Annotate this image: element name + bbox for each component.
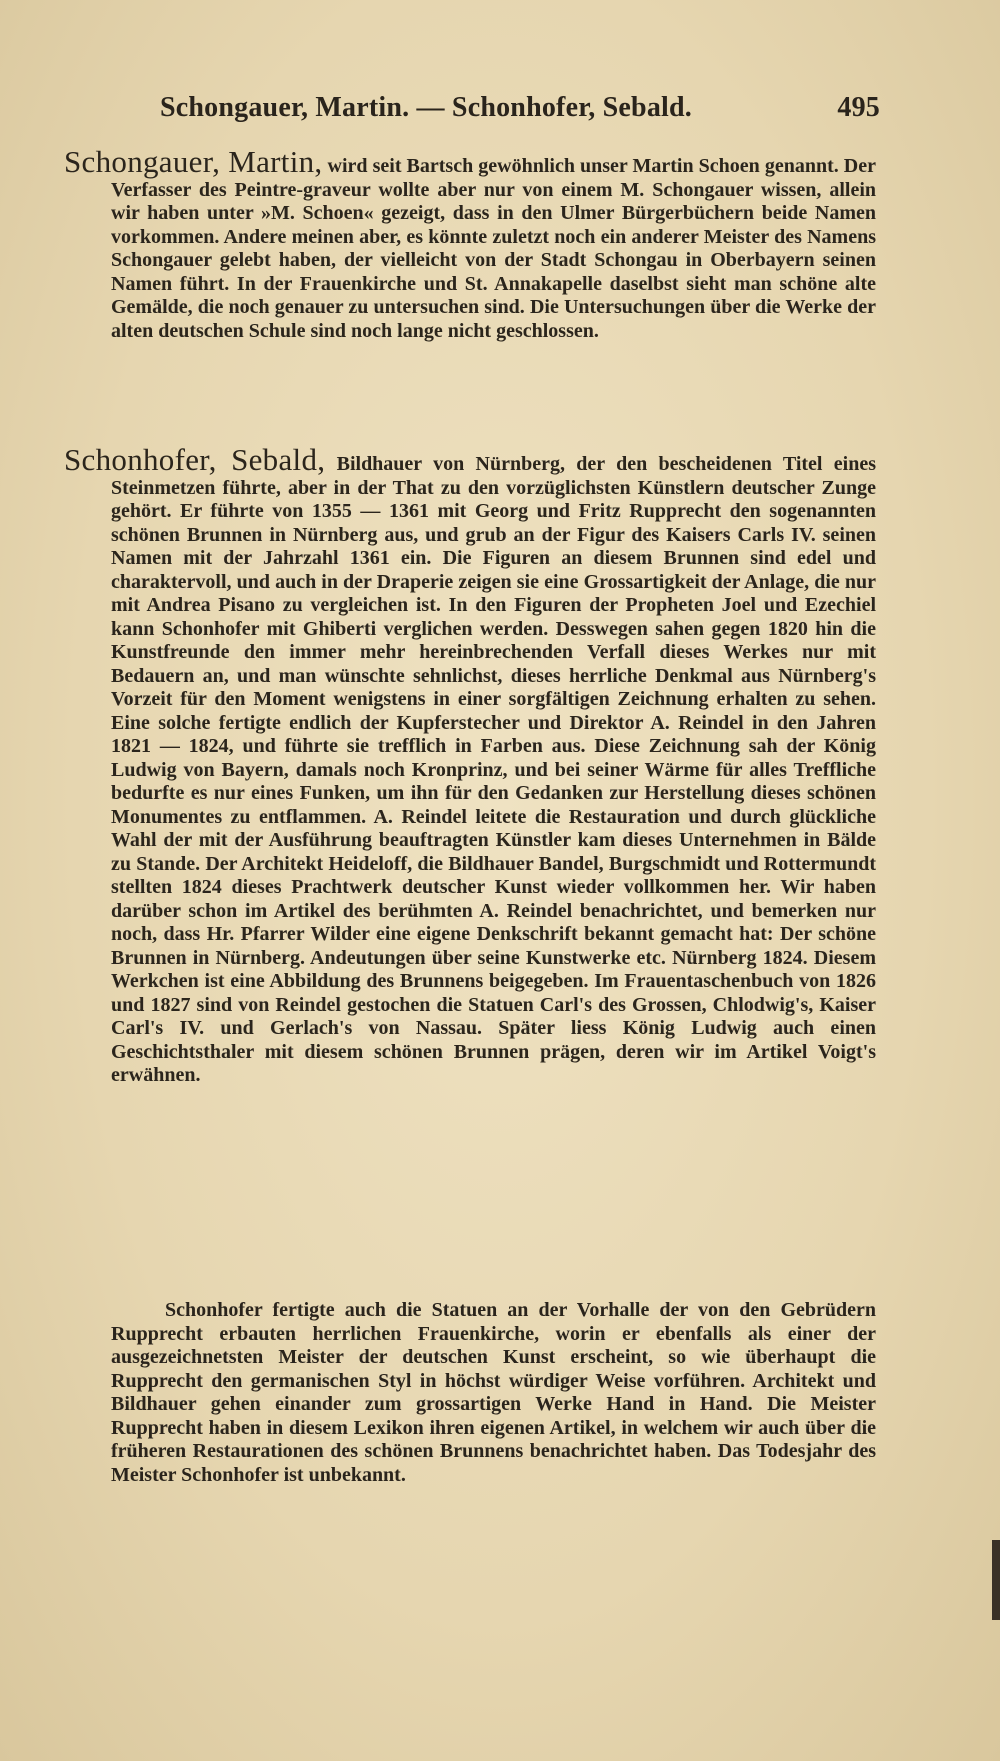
entry-headword: Schongauer, Martin, [64,144,323,179]
header-title: Schongauer, Martin. — Schonhofer, Sebald. [160,92,692,123]
page-edge-shadow [992,1540,1000,1620]
entry-paragraph [64,442,876,1088]
entry-continuation-paragraph: Schonhofer fertigte auch die Statuen an der Vorhalle der von den Gebrüdern Rupprecht erbauten herrlichen Frauenkirche, worin er ebenfalls als einer der ausgezeichnetsten Meister der deutschen Kunst erscheint, so wie überhaupt die Rupprecht den germanischen Styl in höchst würdiger Weise vorführen. Architekt und Bildhauer gehen einander zum grossartigen Werke Hand in Hand. Die Meister Rupprecht haben in diesem Lexikon ihren eigenen Artikel, in welchem wir auch über die früheren Restaurationen des schönen Brunnens benachrichtet haben. Das Todesjahr des Meister Schonhofer ist unbekannt. [111,1299,876,1486]
entry-text: wird seit Bartsch gewöhnlich unser Martin Schoen genannt. Der Verfasser des Peintre-graveur wollte aber nur von einem M. Schongauer wissen, allein wir haben unter »M. Schoen« gezeigt, dass in den Ulmer Bürgerbüchern beide Namen vorkommen. Andere meinen aber, es könnte zuletzt noch ein anderer Meister des Namens Schongauer gelebt haben, der vielleicht von der Stadt Schongau in Oberbayern seinen Namen führt. In der Frauenkirche und St. Annakapelle daselbst sieht man schöne alte Gemälde, die noch genauer zu untersuchen sind. Die Untersuchungen über die Werke der alten deutschen Schule sind noch lange nicht geschlossen. [111,155,876,342]
entry-headword: Schonhofer, Sebald, [64,442,326,477]
entry-text: Bildhauer von Nürnberg, der den bescheidenen Titel eines Steinmetzen führte, aber in der That zu den vorzüglichsten Künstlern deutscher Zunge gehört. Er führte von 1355 — 1361 mit Georg und Fritz Rupprecht den sogenannten schönen Brunnen in Nürnberg aus, und grub an der Figur des Kaisers Carls IV. seinen Namen mit der Jahrzahl 1361 ein. Die Figuren an diesem Brunnen sind edel und charaktervoll, und auch in der Draperie zeigen sie eine Grossartigkeit der Anlage, die nur mit Andrea Pisano zu vergleichen ist. In den Figuren der Propheten Joel und Ezechiel kann Schonhofer mit Ghiberti verglichen werden. Desswegen sahen gegen 1820 hin die Kunstfreunde den immer mehr hereinbrechenden Verfall dieses Werkes nur mit Bedauern an, und man wünschte sehnlichst, dieses herrliche Denkmal aus Nürnberg's Vorzeit für den Moment wenigstens in einer sorgfältigen Zeichnung erhalten zu sehen. Eine solche fertigte endlich der Kupferstecher und Direktor A. Reindel in den Jahren 1821 — 1824, und führte sie trefflich in Farben aus. Diese Zeichnung sah der König Ludwig von Bayern, damals noch Kronprinz, und bei seiner Wärme für alles Treffliche bedurfte es nur eines Funken, um ihn für den Gedanken zur Herstellung dieses schönen Monumentes zu entflammen. A. Reindel leitete die Restauration und durch glückliche Wahl der mit der Ausführung beauftragten Künstler kam dieses Unternehmen in Bälde zu Stande. Der Architekt Heideloff, die Bildhauer Bandel, Burgschmidt und Rottermundt stellten 1824 dieses Prachtwerk deutscher Kunst wieder vollkommen her. Wir haben darüber schon im Artikel des berühmten A. Reindel benachrichtet, und bemerken nur noch, dass Hr. Pfarrer Wilder eine eigene Denkschrift bekannt gemacht hat: Der schöne Brunnen in Nürnberg. Andeutungen über seine Kunstwerke etc. Nürnberg 1824. Diesem Werkchen ist eine Abbildung des Brunnens beigegeben. Im Frauentaschenbuch von 1826 und 1827 sind von Reindel gestochen die Statuen Carl's des Grossen, Chlodwig's, Kaiser Carl's IV. und Gerlach's von Nassau. Später liess König Ludwig auch einen Geschichtsthaler mit diesem schönen Brunnen prägen, deren wir im Artikel Voigt's erwähnen. [111,453,876,1086]
running-header [160,92,880,124]
page-number: 495 [837,92,880,123]
entry-paragraph [64,144,876,343]
entry-schongauer [64,144,876,343]
entry-schonhofer [64,442,876,1088]
